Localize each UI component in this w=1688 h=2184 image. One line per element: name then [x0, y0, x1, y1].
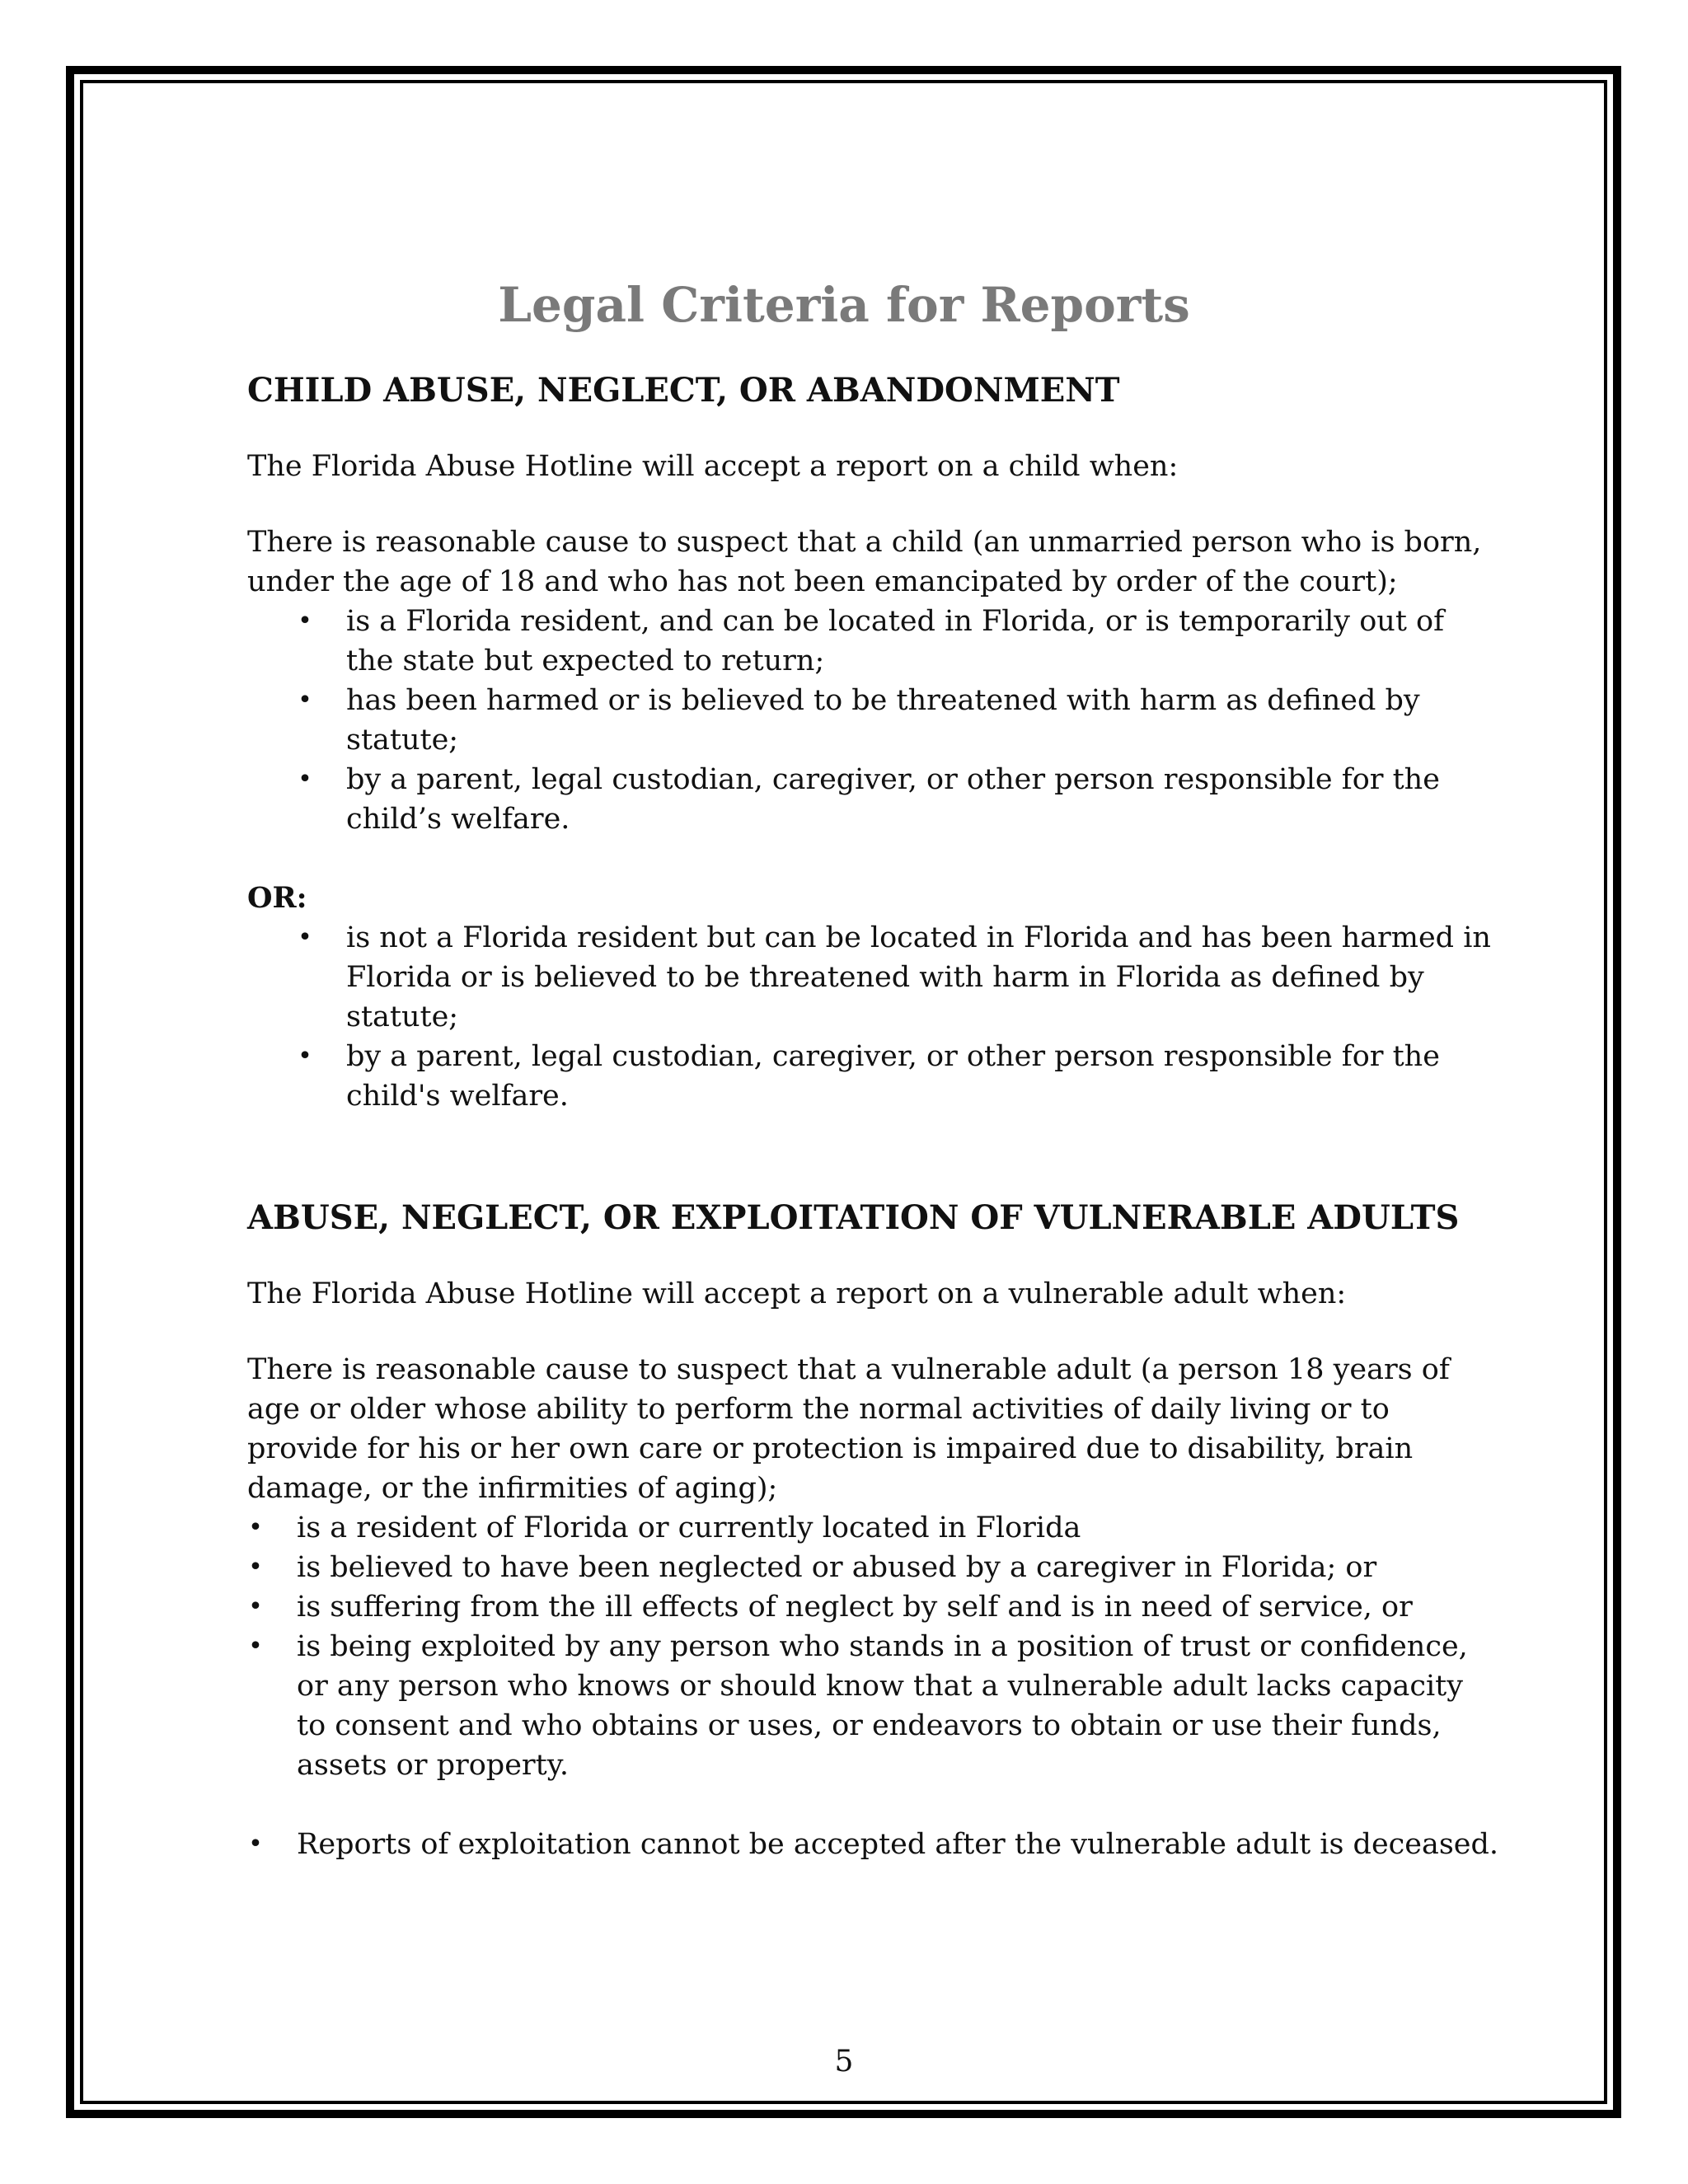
document-body: [247, 272, 1500, 1864]
bullet-icon: •: [298, 923, 312, 952]
list-item: • by a parent, legal custodian, caregiver, or other person responsible for the child's welfare.: [247, 1037, 1500, 1116]
bullet-icon: •: [248, 1553, 263, 1582]
section1-intro: The Florida Abuse Hotline will accept a report on a child when:: [247, 450, 1179, 483]
list-item: • is not a Florida resident but can be located in Florida and has been harmed in Florida or is believed to be threatened with harm in Florida as defined by statute;: [247, 918, 1500, 1037]
bullet-icon: •: [298, 607, 312, 635]
list-item: • by a parent, legal custodian, caregiver, or other person responsible for the child’s welfare.: [247, 760, 1500, 839]
section2-bullets: [247, 1508, 1500, 1785]
section1-cause: There is reasonable cause to suspect that a child (an unmarried person who is born, under the age of 18 and who has not been emancipated by order of the court);: [247, 526, 1482, 598]
or-label: OR:: [247, 881, 307, 915]
bullet-icon: •: [298, 686, 312, 715]
bullet-icon: •: [248, 1592, 263, 1621]
section2-cause: There is reasonable cause to suspect that a vulnerable adult (a person 18 years of age or older whose ability to perform the normal activities of daily living or to provide for his or her own care or protection is impaired due to disability, brain damage, or the infirmities of aging);: [247, 1353, 1450, 1505]
bullet-icon: •: [248, 1513, 263, 1542]
list-item: • is a Florida resident, and can be located in Florida, or is temporarily out of the state but expected to return;: [247, 602, 1500, 681]
page-title: Legal Criteria for Reports: [498, 277, 1190, 333]
section1-bullets-b: [247, 918, 1500, 1116]
list-item: • is suffering from the ill effects of neglect by self and is in need of service, or: [247, 1587, 1500, 1627]
bullet-icon: •: [248, 1632, 263, 1661]
list-item: • is believed to have been neglected or abused by a caregiver in Florida; or: [247, 1548, 1500, 1587]
bullet-icon: •: [298, 1042, 312, 1071]
page-number: 5: [834, 2045, 854, 2079]
section2-final-bullet: [247, 1825, 1500, 1864]
section2-intro: The Florida Abuse Hotline will accept a report on a vulnerable adult when:: [247, 1277, 1347, 1310]
bullet-icon: •: [298, 765, 312, 794]
list-item: • is a resident of Florida or currently located in Florida: [247, 1508, 1500, 1548]
section1-bullets-a: [247, 602, 1500, 839]
bullet-icon: •: [248, 1830, 263, 1858]
section-heading-child-abuse: CHILD ABUSE, NEGLECT, OR ABANDONMENT: [247, 371, 1120, 410]
section-heading-vulnerable-adults: ABUSE, NEGLECT, OR EXPLOITATION OF VULNERABLE ADULTS: [247, 1198, 1460, 1237]
list-item: • has been harmed or is believed to be threatened with harm as defined by statute;: [247, 681, 1500, 760]
list-item: • Reports of exploitation cannot be accepted after the vulnerable adult is deceased.: [247, 1825, 1500, 1864]
list-item: • is being exploited by any person who stands in a position of trust or confidence, or any person who knows or should know that a vulnerable adult lacks capacity to consent and who obtains or uses, or endeavors to obtain or use their funds, assets or property.: [247, 1627, 1500, 1785]
